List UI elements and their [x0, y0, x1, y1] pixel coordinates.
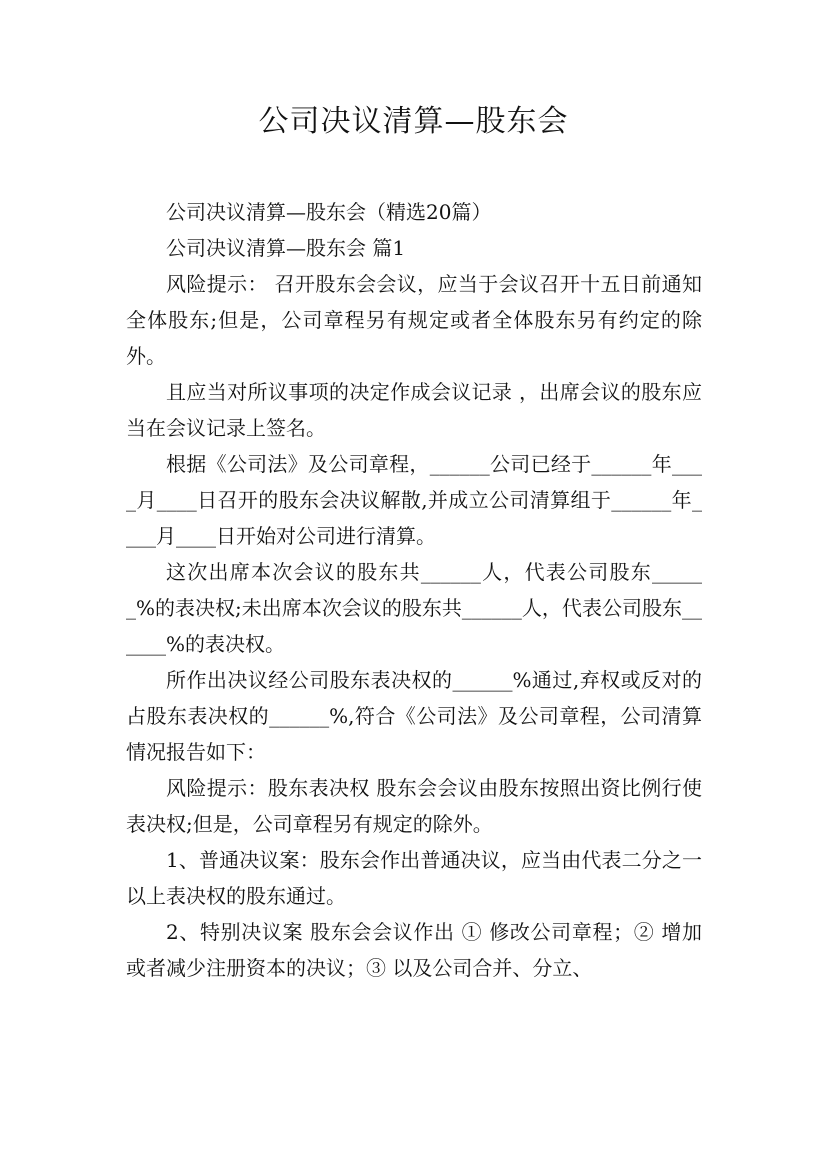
paragraph: 公司决议清算—股东会 篇1 — [166, 236, 406, 260]
paragraph: 风险提示：股东表决权 股东会会议由股东按照出资比例行使表决权;但是，公司章程另有规定的除外。 — [126, 776, 702, 836]
paragraph: 1、普通决议案：股东会作出普通决议，应当由代表二分之一以上表决权的股东通过。 — [126, 848, 702, 908]
document-title: 公司决议清算—股东会 — [258, 104, 569, 139]
paragraph: 2、特别决议案 股东会会议作出 ① 修改公司章程；② 增加或者减少注册资本的决议；③ 以及公司合并、分立、 — [126, 920, 702, 980]
paragraph: 所作出决议经公司股东表决权的______%通过,弃权或反对的占股东表决权的______%,符合《公司法》及公司章程，公司清算情况报告如下： — [126, 668, 702, 764]
paragraph: 根据《公司法》及公司章程，______公司已经于______年____月____日召开的股东会决议解散,并成立公司清算组于______年____月____日开始对公司进行清算。 — [126, 452, 702, 548]
document-body — [126, 194, 702, 986]
paragraph: 公司决议清算—股东会（精选20篇） — [166, 200, 492, 224]
paragraph: 风险提示： 召开股东会会议，应当于会议召开十五日前通知全体股东;但是，公司章程另有规定或者全体股东另有约定的除外。 — [126, 272, 702, 368]
paragraph: 这次出席本次会议的股东共______人，代表公司股东______%的表决权;未出席本次会议的股东共______人，代表公司股东______%的表决权。 — [126, 560, 702, 656]
paragraph: 且应当对所议事项的决定作成会议记录 ，出席会议的股东应当在会议记录上签名。 — [126, 380, 702, 440]
